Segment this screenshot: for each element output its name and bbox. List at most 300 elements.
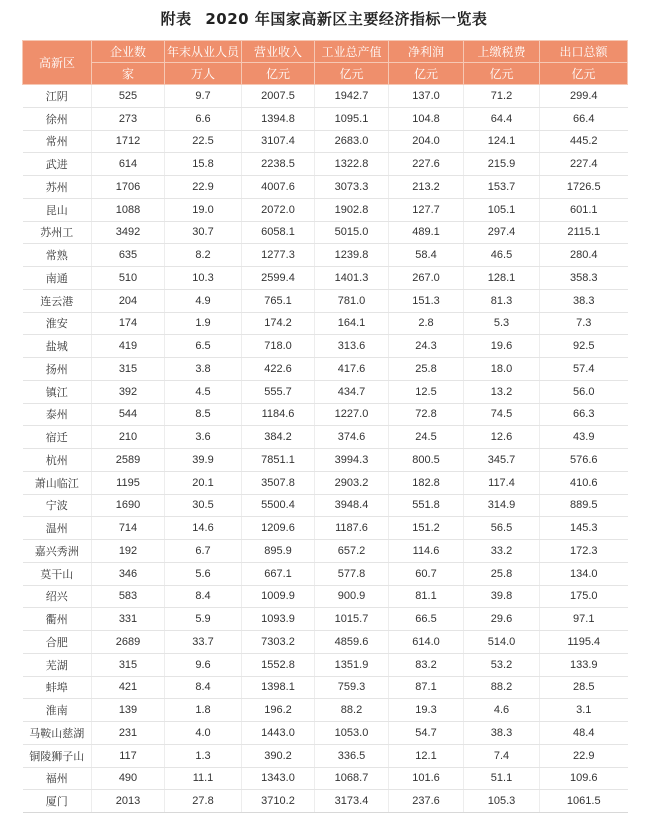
- cell-zone-name: 福州: [23, 767, 92, 790]
- cell-net-profit: 182.8: [389, 471, 464, 494]
- cell-employees: 5.9: [165, 608, 242, 631]
- cell-employees: 10.3: [165, 267, 242, 290]
- cell-exports: 22.9: [540, 744, 628, 767]
- cell-zone-name: 常熟: [23, 244, 92, 267]
- cell-taxes: 25.8: [464, 562, 540, 585]
- cell-employees: 19.0: [165, 198, 242, 221]
- cell-zone-name: 莫干山: [23, 562, 92, 585]
- cell-industrial-output: 88.2: [315, 699, 389, 722]
- cell-taxes: 117.4: [464, 471, 540, 494]
- cell-employees: 22.5: [165, 130, 242, 153]
- cell-net-profit: 25.8: [389, 358, 464, 381]
- cell-net-profit: 227.6: [389, 153, 464, 176]
- cell-industrial-output: 3948.4: [315, 494, 389, 517]
- table-row: [23, 608, 628, 631]
- cell-zone-name: 马鞍山慈湖: [23, 722, 92, 745]
- cell-revenue: 196.2: [242, 699, 315, 722]
- cell-taxes: 12.6: [464, 426, 540, 449]
- unit-taxes: 亿元: [464, 63, 540, 85]
- cell-employees: 8.4: [165, 585, 242, 608]
- cell-taxes: 19.6: [464, 335, 540, 358]
- cell-taxes: 33.2: [464, 540, 540, 563]
- cell-exports: 66.4: [540, 107, 628, 130]
- header-zone: 高新区: [23, 41, 92, 85]
- economic-indicators-table: [22, 40, 628, 813]
- unit-employees: 万人: [165, 63, 242, 85]
- cell-employees: 6.6: [165, 107, 242, 130]
- header-industrial-output: 工业总产值: [315, 41, 389, 63]
- cell-employees: 30.7: [165, 221, 242, 244]
- table-row: [23, 312, 628, 335]
- cell-revenue: 1277.3: [242, 244, 315, 267]
- cell-employees: 8.2: [165, 244, 242, 267]
- cell-taxes: 153.7: [464, 176, 540, 199]
- cell-enterprises: 174: [92, 312, 165, 335]
- unit-exports: 亿元: [540, 63, 628, 85]
- cell-enterprises: 2589: [92, 449, 165, 472]
- cell-industrial-output: 1053.0: [315, 722, 389, 745]
- table-row: [23, 289, 628, 312]
- cell-zone-name: 常州: [23, 130, 92, 153]
- cell-net-profit: 24.5: [389, 426, 464, 449]
- cell-employees: 9.7: [165, 85, 242, 108]
- cell-net-profit: 2.8: [389, 312, 464, 335]
- cell-enterprises: 583: [92, 585, 165, 608]
- cell-industrial-output: 164.1: [315, 312, 389, 335]
- cell-taxes: 74.5: [464, 403, 540, 426]
- cell-exports: 2115.1: [540, 221, 628, 244]
- cell-exports: 97.1: [540, 608, 628, 631]
- cell-exports: 43.9: [540, 426, 628, 449]
- cell-net-profit: 83.2: [389, 653, 464, 676]
- cell-revenue: 718.0: [242, 335, 315, 358]
- cell-net-profit: 237.6: [389, 790, 464, 813]
- cell-net-profit: 12.1: [389, 744, 464, 767]
- cell-revenue: 1398.1: [242, 676, 315, 699]
- cell-taxes: 105.1: [464, 198, 540, 221]
- cell-zone-name: 蚌埠: [23, 676, 92, 699]
- cell-industrial-output: 374.6: [315, 426, 389, 449]
- cell-enterprises: 614: [92, 153, 165, 176]
- cell-enterprises: 1706: [92, 176, 165, 199]
- cell-zone-name: 衢州: [23, 608, 92, 631]
- cell-taxes: 215.9: [464, 153, 540, 176]
- cell-enterprises: 231: [92, 722, 165, 745]
- table-row: [23, 699, 628, 722]
- cell-revenue: 1209.6: [242, 517, 315, 540]
- cell-net-profit: 66.5: [389, 608, 464, 631]
- table-body: [23, 85, 628, 813]
- cell-employees: 3.6: [165, 426, 242, 449]
- cell-zone-name: 镇江: [23, 380, 92, 403]
- cell-employees: 22.9: [165, 176, 242, 199]
- cell-revenue: 555.7: [242, 380, 315, 403]
- cell-industrial-output: 1401.3: [315, 267, 389, 290]
- table-row: [23, 653, 628, 676]
- cell-zone-name: 温州: [23, 517, 92, 540]
- cell-industrial-output: 1942.7: [315, 85, 389, 108]
- cell-zone-name: 南通: [23, 267, 92, 290]
- cell-taxes: 124.1: [464, 130, 540, 153]
- cell-enterprises: 2013: [92, 790, 165, 813]
- cell-taxes: 39.8: [464, 585, 540, 608]
- cell-net-profit: 54.7: [389, 722, 464, 745]
- cell-enterprises: 346: [92, 562, 165, 585]
- cell-employees: 4.5: [165, 380, 242, 403]
- cell-taxes: 88.2: [464, 676, 540, 699]
- cell-employees: 39.9: [165, 449, 242, 472]
- cell-taxes: 46.5: [464, 244, 540, 267]
- cell-exports: 38.3: [540, 289, 628, 312]
- cell-exports: 134.0: [540, 562, 628, 585]
- cell-net-profit: 58.4: [389, 244, 464, 267]
- cell-employees: 15.8: [165, 153, 242, 176]
- cell-industrial-output: 4859.6: [315, 631, 389, 654]
- cell-exports: 576.6: [540, 449, 628, 472]
- cell-exports: 7.3: [540, 312, 628, 335]
- cell-net-profit: 800.5: [389, 449, 464, 472]
- cell-taxes: 514.0: [464, 631, 540, 654]
- cell-industrial-output: 1902.8: [315, 198, 389, 221]
- cell-exports: 1061.5: [540, 790, 628, 813]
- cell-exports: 57.4: [540, 358, 628, 381]
- cell-industrial-output: 2903.2: [315, 471, 389, 494]
- cell-taxes: 71.2: [464, 85, 540, 108]
- table-row: [23, 267, 628, 290]
- table-row: [23, 426, 628, 449]
- cell-exports: 410.6: [540, 471, 628, 494]
- cell-exports: 92.5: [540, 335, 628, 358]
- cell-revenue: 384.2: [242, 426, 315, 449]
- cell-revenue: 2238.5: [242, 153, 315, 176]
- cell-zone-name: 苏州工: [23, 221, 92, 244]
- cell-enterprises: 544: [92, 403, 165, 426]
- cell-revenue: 2599.4: [242, 267, 315, 290]
- cell-employees: 30.5: [165, 494, 242, 517]
- cell-revenue: 895.9: [242, 540, 315, 563]
- table-row: [23, 198, 628, 221]
- cell-zone-name: 连云港: [23, 289, 92, 312]
- header-employees: 年末从业人员: [165, 41, 242, 63]
- cell-employees: 1.3: [165, 744, 242, 767]
- cell-net-profit: 489.1: [389, 221, 464, 244]
- cell-taxes: 105.3: [464, 790, 540, 813]
- cell-revenue: 765.1: [242, 289, 315, 312]
- cell-enterprises: 635: [92, 244, 165, 267]
- table-row: [23, 403, 628, 426]
- cell-employees: 3.8: [165, 358, 242, 381]
- cell-employees: 5.6: [165, 562, 242, 585]
- cell-revenue: 2072.0: [242, 198, 315, 221]
- cell-revenue: 4007.6: [242, 176, 315, 199]
- cell-enterprises: 117: [92, 744, 165, 767]
- table-row: [23, 471, 628, 494]
- table-row: [23, 722, 628, 745]
- table-row: [23, 631, 628, 654]
- cell-exports: 133.9: [540, 653, 628, 676]
- header-enterprises: 企业数: [92, 41, 165, 63]
- cell-taxes: 51.1: [464, 767, 540, 790]
- cell-taxes: 18.0: [464, 358, 540, 381]
- cell-net-profit: 60.7: [389, 562, 464, 585]
- cell-industrial-output: 1015.7: [315, 608, 389, 631]
- cell-employees: 20.1: [165, 471, 242, 494]
- cell-industrial-output: 1239.8: [315, 244, 389, 267]
- cell-zone-name: 芜湖: [23, 653, 92, 676]
- title-prefix: 附表: [160, 10, 192, 28]
- cell-zone-name: 萧山临江: [23, 471, 92, 494]
- cell-revenue: 1009.9: [242, 585, 315, 608]
- cell-employees: 4.9: [165, 289, 242, 312]
- header-net-profit: 净利润: [389, 41, 464, 63]
- table-row: [23, 744, 628, 767]
- table-row: [23, 494, 628, 517]
- cell-exports: 601.1: [540, 198, 628, 221]
- cell-taxes: 4.6: [464, 699, 540, 722]
- table-row: [23, 130, 628, 153]
- unit-revenue: 亿元: [242, 63, 315, 85]
- cell-zone-name: 泰州: [23, 403, 92, 426]
- cell-revenue: 3507.8: [242, 471, 315, 494]
- cell-revenue: 174.2: [242, 312, 315, 335]
- cell-net-profit: 12.5: [389, 380, 464, 403]
- cell-taxes: 128.1: [464, 267, 540, 290]
- unit-enterprises: 家: [92, 63, 165, 85]
- cell-taxes: 7.4: [464, 744, 540, 767]
- table-row: [23, 676, 628, 699]
- cell-net-profit: 101.6: [389, 767, 464, 790]
- cell-net-profit: 151.2: [389, 517, 464, 540]
- cell-employees: 8.5: [165, 403, 242, 426]
- cell-employees: 11.1: [165, 767, 242, 790]
- cell-zone-name: 宁波: [23, 494, 92, 517]
- cell-net-profit: 614.0: [389, 631, 464, 654]
- title-text: 2020 年国家高新区主要经济指标一览表: [205, 10, 488, 28]
- cell-revenue: 1093.9: [242, 608, 315, 631]
- cell-enterprises: 490: [92, 767, 165, 790]
- cell-zone-name: 嘉兴秀洲: [23, 540, 92, 563]
- cell-industrial-output: 2683.0: [315, 130, 389, 153]
- cell-revenue: 1552.8: [242, 653, 315, 676]
- cell-employees: 33.7: [165, 631, 242, 654]
- table-row: [23, 107, 628, 130]
- cell-zone-name: 昆山: [23, 198, 92, 221]
- cell-zone-name: 徐州: [23, 107, 92, 130]
- cell-revenue: 7303.2: [242, 631, 315, 654]
- cell-taxes: 38.3: [464, 722, 540, 745]
- cell-employees: 4.0: [165, 722, 242, 745]
- cell-enterprises: 714: [92, 517, 165, 540]
- cell-exports: 1726.5: [540, 176, 628, 199]
- cell-taxes: 53.2: [464, 653, 540, 676]
- cell-zone-name: 铜陵狮子山: [23, 744, 92, 767]
- cell-employees: 6.5: [165, 335, 242, 358]
- cell-exports: 1195.4: [540, 631, 628, 654]
- cell-enterprises: 1195: [92, 471, 165, 494]
- cell-zone-name: 宿迁: [23, 426, 92, 449]
- cell-enterprises: 1712: [92, 130, 165, 153]
- cell-exports: 358.3: [540, 267, 628, 290]
- table-row: [23, 153, 628, 176]
- table-row: [23, 85, 628, 108]
- cell-industrial-output: 434.7: [315, 380, 389, 403]
- cell-employees: 1.8: [165, 699, 242, 722]
- cell-revenue: 7851.1: [242, 449, 315, 472]
- cell-exports: 48.4: [540, 722, 628, 745]
- cell-industrial-output: 1351.9: [315, 653, 389, 676]
- cell-zone-name: 绍兴: [23, 585, 92, 608]
- cell-net-profit: 551.8: [389, 494, 464, 517]
- cell-industrial-output: 417.6: [315, 358, 389, 381]
- cell-net-profit: 19.3: [389, 699, 464, 722]
- unit-industrial-output: 亿元: [315, 63, 389, 85]
- cell-employees: 6.7: [165, 540, 242, 563]
- cell-enterprises: 525: [92, 85, 165, 108]
- cell-enterprises: 210: [92, 426, 165, 449]
- cell-enterprises: 315: [92, 653, 165, 676]
- cell-enterprises: 139: [92, 699, 165, 722]
- cell-enterprises: 2689: [92, 631, 165, 654]
- table-row: [23, 244, 628, 267]
- table-row: [23, 449, 628, 472]
- cell-taxes: 345.7: [464, 449, 540, 472]
- cell-employees: 9.6: [165, 653, 242, 676]
- cell-net-profit: 72.8: [389, 403, 464, 426]
- table-row: [23, 585, 628, 608]
- cell-industrial-output: 1068.7: [315, 767, 389, 790]
- cell-employees: 8.4: [165, 676, 242, 699]
- cell-net-profit: 81.1: [389, 585, 464, 608]
- cell-net-profit: 213.2: [389, 176, 464, 199]
- cell-enterprises: 392: [92, 380, 165, 403]
- cell-exports: 889.5: [540, 494, 628, 517]
- cell-taxes: 81.3: [464, 289, 540, 312]
- table-row: [23, 562, 628, 585]
- cell-exports: 175.0: [540, 585, 628, 608]
- cell-enterprises: 192: [92, 540, 165, 563]
- unit-net-profit: 亿元: [389, 63, 464, 85]
- cell-taxes: 314.9: [464, 494, 540, 517]
- table-row: [23, 335, 628, 358]
- cell-zone-name: 武进: [23, 153, 92, 176]
- header-taxes: 上缴税费: [464, 41, 540, 63]
- cell-taxes: 56.5: [464, 517, 540, 540]
- cell-enterprises: 204: [92, 289, 165, 312]
- cell-industrial-output: 3173.4: [315, 790, 389, 813]
- cell-enterprises: 1690: [92, 494, 165, 517]
- table-header: [23, 41, 628, 85]
- cell-industrial-output: 759.3: [315, 676, 389, 699]
- cell-exports: 299.4: [540, 85, 628, 108]
- header-exports: 出口总额: [540, 41, 628, 63]
- cell-industrial-output: 313.6: [315, 335, 389, 358]
- table-row: [23, 540, 628, 563]
- cell-taxes: 29.6: [464, 608, 540, 631]
- cell-zone-name: 厦门: [23, 790, 92, 813]
- cell-taxes: 13.2: [464, 380, 540, 403]
- cell-net-profit: 137.0: [389, 85, 464, 108]
- cell-employees: 1.9: [165, 312, 242, 335]
- cell-net-profit: 114.6: [389, 540, 464, 563]
- cell-industrial-output: 1322.8: [315, 153, 389, 176]
- cell-exports: 3.1: [540, 699, 628, 722]
- cell-revenue: 390.2: [242, 744, 315, 767]
- cell-enterprises: 331: [92, 608, 165, 631]
- cell-revenue: 2007.5: [242, 85, 315, 108]
- cell-enterprises: 315: [92, 358, 165, 381]
- cell-taxes: 297.4: [464, 221, 540, 244]
- cell-industrial-output: 1095.1: [315, 107, 389, 130]
- cell-industrial-output: 1187.6: [315, 517, 389, 540]
- table-row: [23, 767, 628, 790]
- cell-exports: 227.4: [540, 153, 628, 176]
- cell-taxes: 64.4: [464, 107, 540, 130]
- cell-enterprises: 510: [92, 267, 165, 290]
- cell-industrial-output: 3994.3: [315, 449, 389, 472]
- cell-zone-name: 合肥: [23, 631, 92, 654]
- cell-zone-name: 江阴: [23, 85, 92, 108]
- cell-exports: 145.3: [540, 517, 628, 540]
- cell-exports: 109.6: [540, 767, 628, 790]
- cell-revenue: 3710.2: [242, 790, 315, 813]
- cell-exports: 280.4: [540, 244, 628, 267]
- table-row: [23, 358, 628, 381]
- cell-industrial-output: 900.9: [315, 585, 389, 608]
- cell-enterprises: 3492: [92, 221, 165, 244]
- cell-revenue: 3107.4: [242, 130, 315, 153]
- table-row: [23, 176, 628, 199]
- header-revenue: 营业收入: [242, 41, 315, 63]
- table-row: [23, 221, 628, 244]
- cell-enterprises: 421: [92, 676, 165, 699]
- cell-exports: 28.5: [540, 676, 628, 699]
- cell-revenue: 422.6: [242, 358, 315, 381]
- cell-taxes: 5.3: [464, 312, 540, 335]
- cell-industrial-output: 781.0: [315, 289, 389, 312]
- cell-exports: 56.0: [540, 380, 628, 403]
- cell-net-profit: 151.3: [389, 289, 464, 312]
- cell-zone-name: 杭州: [23, 449, 92, 472]
- cell-net-profit: 87.1: [389, 676, 464, 699]
- cell-enterprises: 273: [92, 107, 165, 130]
- cell-industrial-output: 3073.3: [315, 176, 389, 199]
- cell-zone-name: 扬州: [23, 358, 92, 381]
- cell-net-profit: 24.3: [389, 335, 464, 358]
- table-row: [23, 790, 628, 813]
- cell-net-profit: 267.0: [389, 267, 464, 290]
- table-title: [0, 8, 648, 29]
- cell-employees: 27.8: [165, 790, 242, 813]
- table-row: [23, 380, 628, 403]
- cell-enterprises: 419: [92, 335, 165, 358]
- cell-revenue: 6058.1: [242, 221, 315, 244]
- cell-net-profit: 204.0: [389, 130, 464, 153]
- cell-industrial-output: 336.5: [315, 744, 389, 767]
- cell-net-profit: 104.8: [389, 107, 464, 130]
- cell-zone-name: 淮南: [23, 699, 92, 722]
- cell-net-profit: 127.7: [389, 198, 464, 221]
- cell-industrial-output: 657.2: [315, 540, 389, 563]
- cell-revenue: 667.1: [242, 562, 315, 585]
- cell-zone-name: 盐城: [23, 335, 92, 358]
- cell-revenue: 5500.4: [242, 494, 315, 517]
- cell-industrial-output: 1227.0: [315, 403, 389, 426]
- cell-industrial-output: 5015.0: [315, 221, 389, 244]
- cell-revenue: 1343.0: [242, 767, 315, 790]
- cell-employees: 14.6: [165, 517, 242, 540]
- cell-zone-name: 苏州: [23, 176, 92, 199]
- cell-exports: 172.3: [540, 540, 628, 563]
